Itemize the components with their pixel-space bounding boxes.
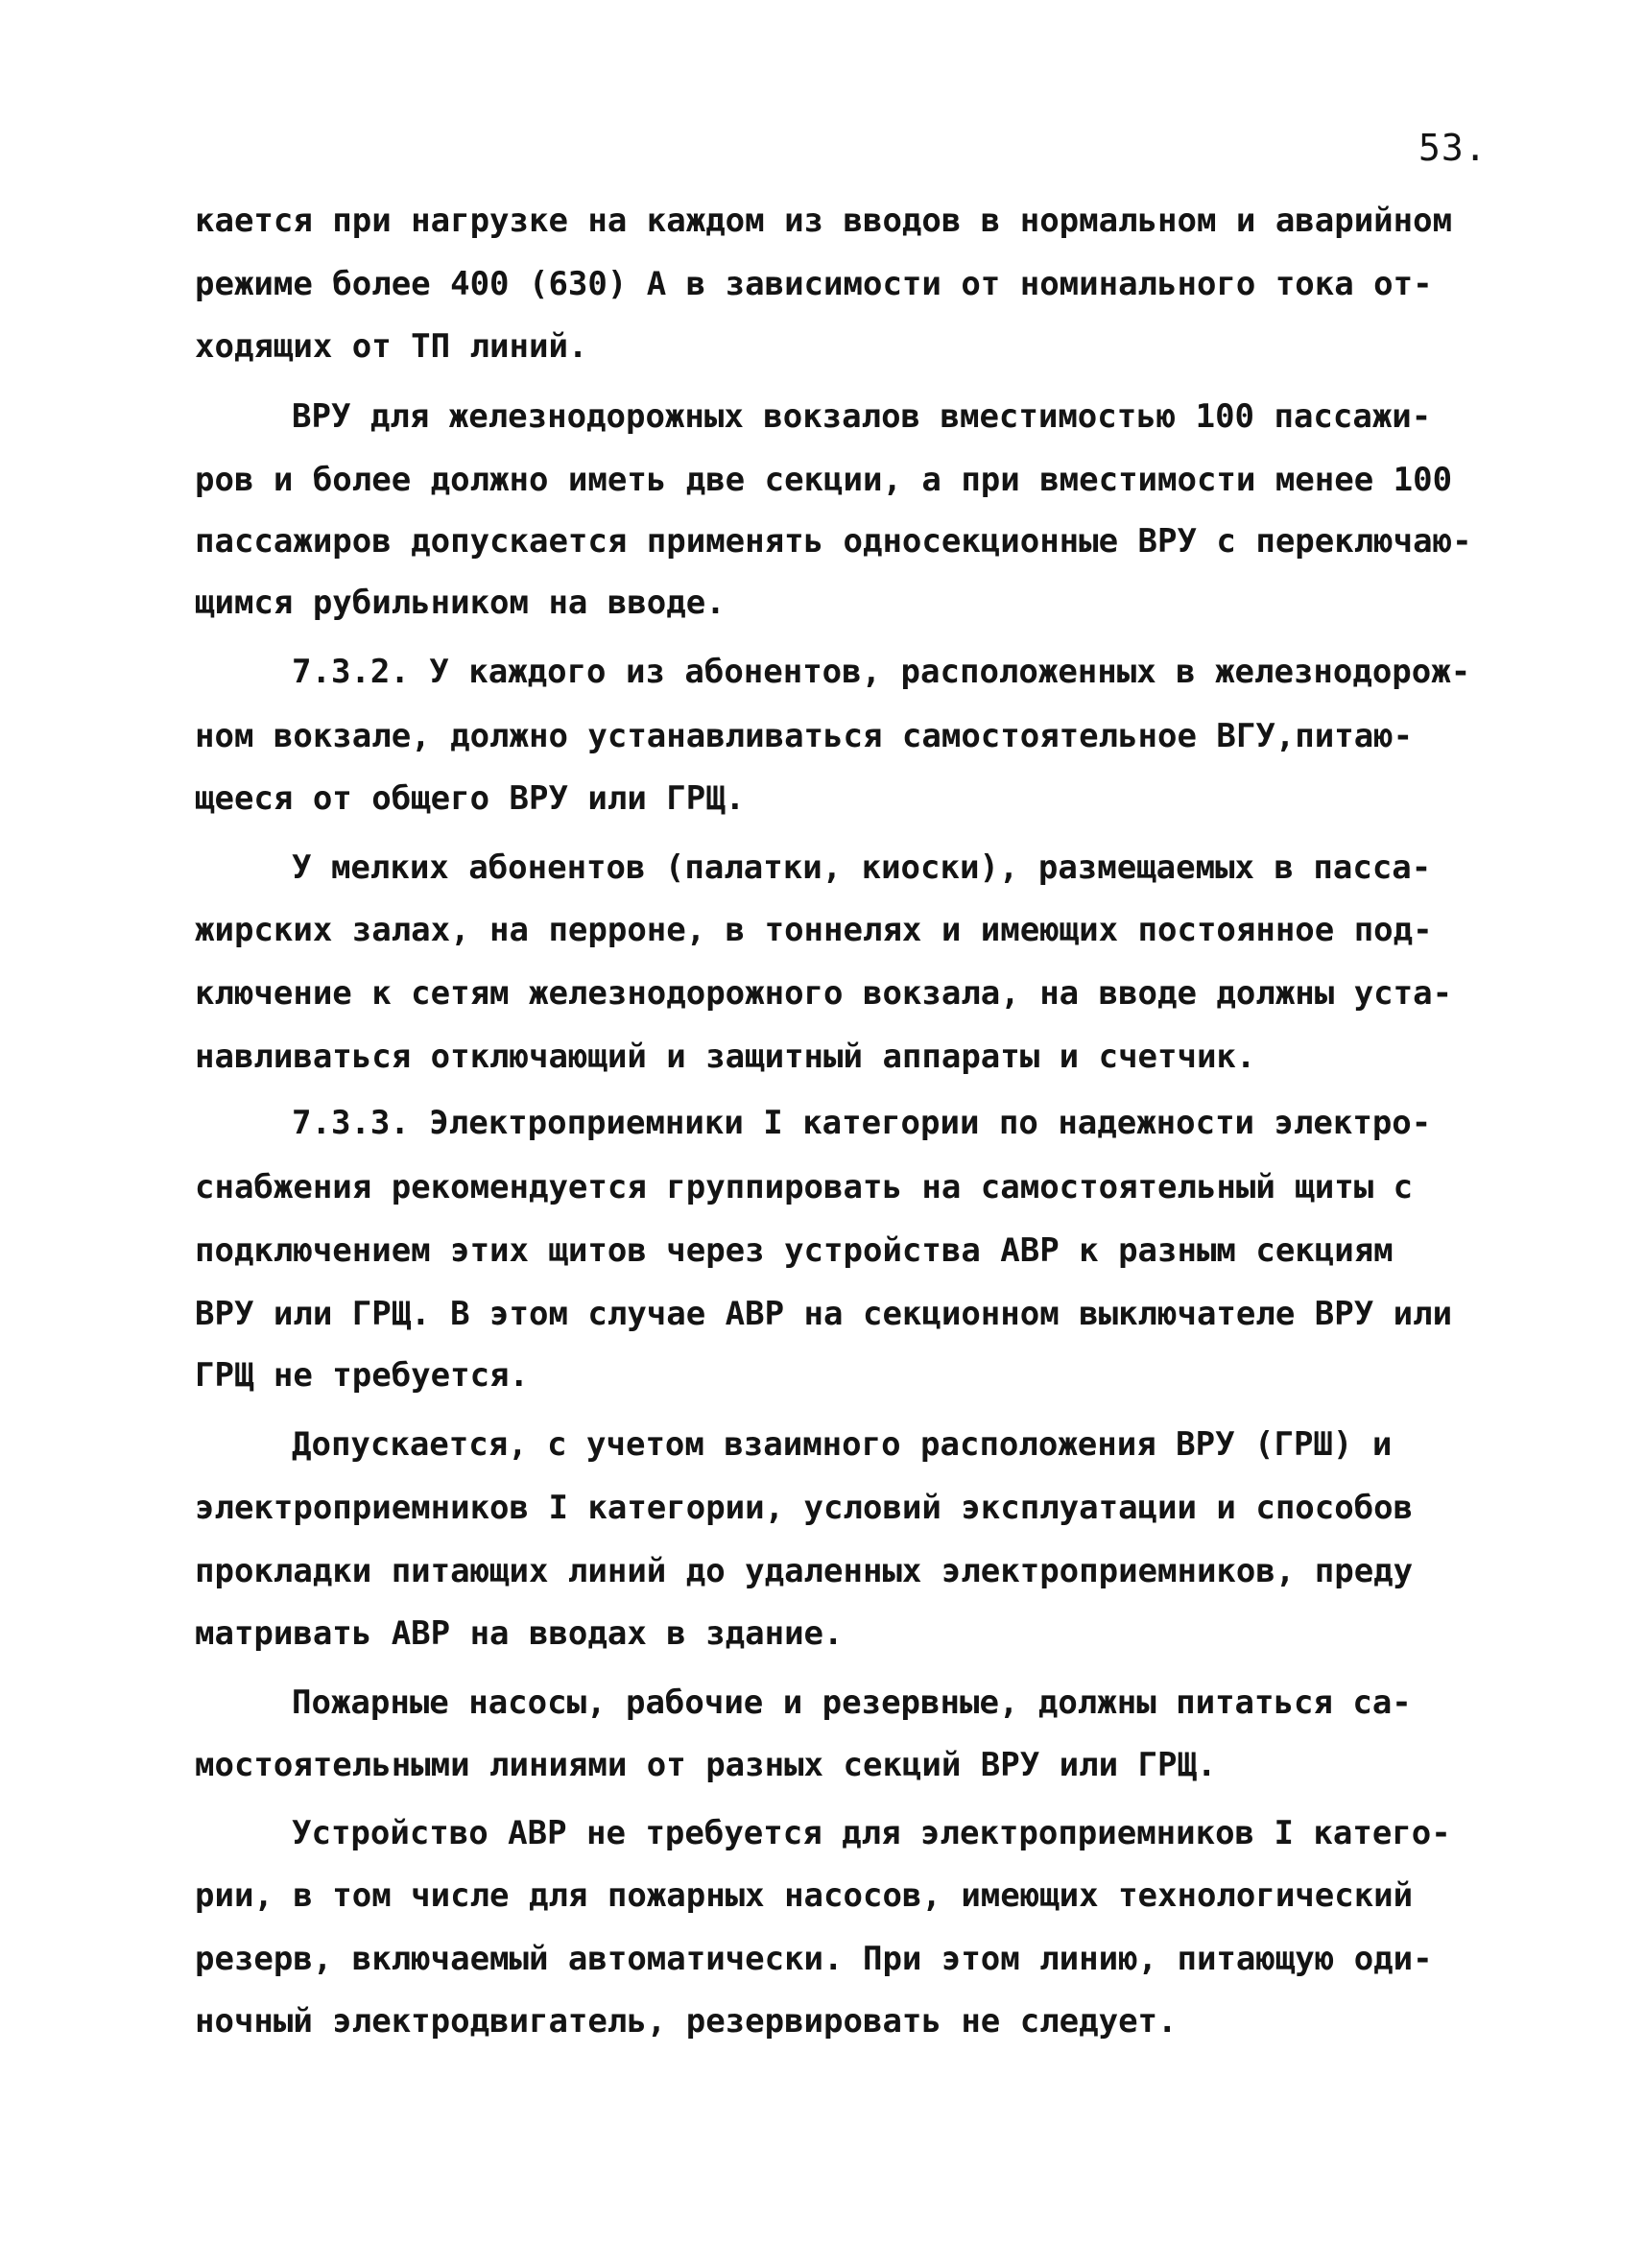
text-line: навливаться отключающий и защитный аппараты и счетчик.: [195, 1038, 1256, 1076]
text-line: ров и более должно иметь две секции, а при вместимости менее 100: [195, 461, 1453, 499]
text-line: Устройство АВР не требуется для электроприемников I катего-: [292, 1814, 1451, 1852]
text-line: ВРУ для железнодорожных вокзалов вместимостью 100 пассажи-: [292, 397, 1432, 436]
text-line: режиме более 400 (630) А в зависимости от номинального тока от-: [195, 265, 1433, 303]
text-line: Пожарные насосы, рабочие и резервные, должны питаться са-: [292, 1683, 1412, 1722]
text-line: Допускается, с учетом взаимного расположения ВРУ (ГРШ) и: [292, 1425, 1393, 1464]
text-line: щееся от общего ВРУ или ГРЩ.: [195, 779, 746, 818]
text-line: снабжения рекомендуется группировать на самостоятельный щиты с: [195, 1168, 1414, 1206]
text-line: ночный электродвигатель, резервировать не следует.: [195, 2002, 1178, 2041]
text-line: щимся рубильником на вводе.: [195, 584, 726, 622]
text-line: прокладки питающих линий до удаленных электроприемников, преду: [195, 1552, 1414, 1590]
text-line: рии, в том числе для пожарных насосов, имеющих технологический: [195, 1876, 1414, 1915]
text-line: пассажиров допускается применять односекционные ВРУ с переключаю-: [195, 522, 1472, 561]
text-line: подключением этих щитов через устройства АВР к разным секциям: [195, 1231, 1394, 1270]
text-line: 7.3.3. Электроприемники I категории по надежности электро-: [292, 1104, 1432, 1142]
text-line: жирских залах, на перроне, в тоннелях и имеющих постоянное под-: [195, 911, 1433, 949]
text-line: ном вокзале, должно устанавливаться самостоятельное ВГУ,питаю-: [195, 717, 1414, 755]
text-line: матривать АВР на вводах в здание.: [195, 1614, 844, 1653]
page-number: 53.: [1418, 127, 1488, 169]
text-line: резерв, включаемый автоматически. При этом линию, питающую оди-: [195, 1940, 1433, 1978]
text-line: ходящих от ТП линий.: [195, 327, 588, 366]
text-line: 7.3.2. У каждого из абонентов, расположенных в железнодорож-: [292, 653, 1471, 691]
text-line: ВРУ или ГРЩ. В этом случае АВР на секционном выключателе ВРУ или: [195, 1295, 1453, 1333]
text-line: У мелких абонентов (палатки, киоски), размещаемых в пасса-: [292, 848, 1432, 887]
text-line: электроприемников I категории, условий эксплуатации и способов: [195, 1489, 1414, 1527]
text-line: кается при нагрузке на каждом из вводов в нормальном и аварийном: [195, 202, 1453, 240]
text-line: ключение к сетям железнодорожного вокзала, на вводе должны уста-: [195, 974, 1453, 1013]
text-line: ГРЩ не требуется.: [195, 1356, 529, 1395]
text-line: мостоятельными линиями от разных секций ВРУ или ГРЩ.: [195, 1746, 1217, 1784]
